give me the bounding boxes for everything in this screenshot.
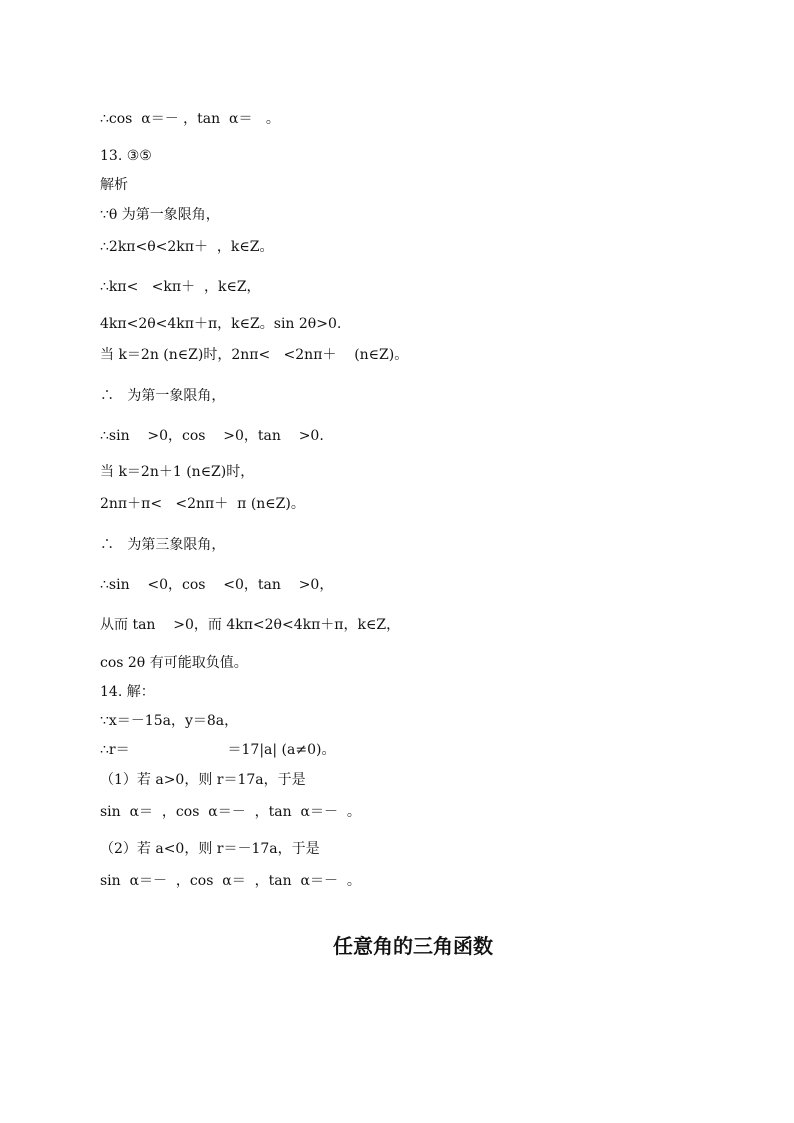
text-line-10: ∴sin >0，cos >0，tan >0.	[100, 428, 324, 444]
text-line-11: 当 k＝2n＋1 (n∈Z)时，	[100, 464, 255, 480]
text-line-17: 14. 解：	[100, 684, 155, 700]
text-line-16: cos 2θ 有可能取负值。	[100, 655, 248, 671]
text-line-2: 13. ③⑤	[100, 148, 152, 164]
text-line-4: ∵θ 为第一象限角，	[100, 207, 220, 223]
text-line-18: ∵x＝－15a，y＝8a，	[100, 713, 239, 729]
text-line-12: 2nπ＋π< <2nπ＋ π (n∈Z)。	[100, 496, 305, 512]
text-line-15: 从而 tan >0，而 4kπ<2θ<4kπ＋π，k∈Z，	[100, 617, 401, 633]
section-title: 任意角的三角函数	[333, 934, 493, 958]
text-line-21: sin α＝ ，cos α＝－ ，tan α＝－ 。	[100, 804, 361, 820]
text-line-7: 4kπ<2θ<4kπ＋π，k∈Z。sin 2θ>0.	[100, 316, 342, 332]
text-line-1: ∴cos α＝－ ，tan α＝ 。	[100, 111, 280, 127]
text-line-6: ∴kπ< <kπ＋ ，k∈Z，	[100, 279, 261, 295]
text-line-23: sin α＝－ ，cos α＝ ，tan α＝－ 。	[100, 873, 361, 889]
text-line-14: ∴sin <0，cos <0，tan >0，	[100, 577, 334, 593]
text-line-13: ∴ 为第三象限角，	[100, 537, 226, 553]
text-line-20: （1）若 a>0，则 r＝17a，于是	[100, 772, 306, 788]
text-line-5: ∴2kπ<θ<2kπ＋ ，k∈Z。	[100, 239, 274, 255]
text-line-19: ∴r＝ ＝17|a| (a≠0)。	[100, 742, 336, 758]
text-line-22: （2）若 a<0，则 r＝－17a，于是	[100, 841, 320, 857]
text-line-3: 解析	[100, 177, 128, 193]
text-line-9: ∴ 为第一象限角，	[100, 388, 226, 404]
text-line-8: 当 k＝2n (n∈Z)时，2nπ< <2nπ＋ (n∈Z)。	[100, 347, 409, 363]
